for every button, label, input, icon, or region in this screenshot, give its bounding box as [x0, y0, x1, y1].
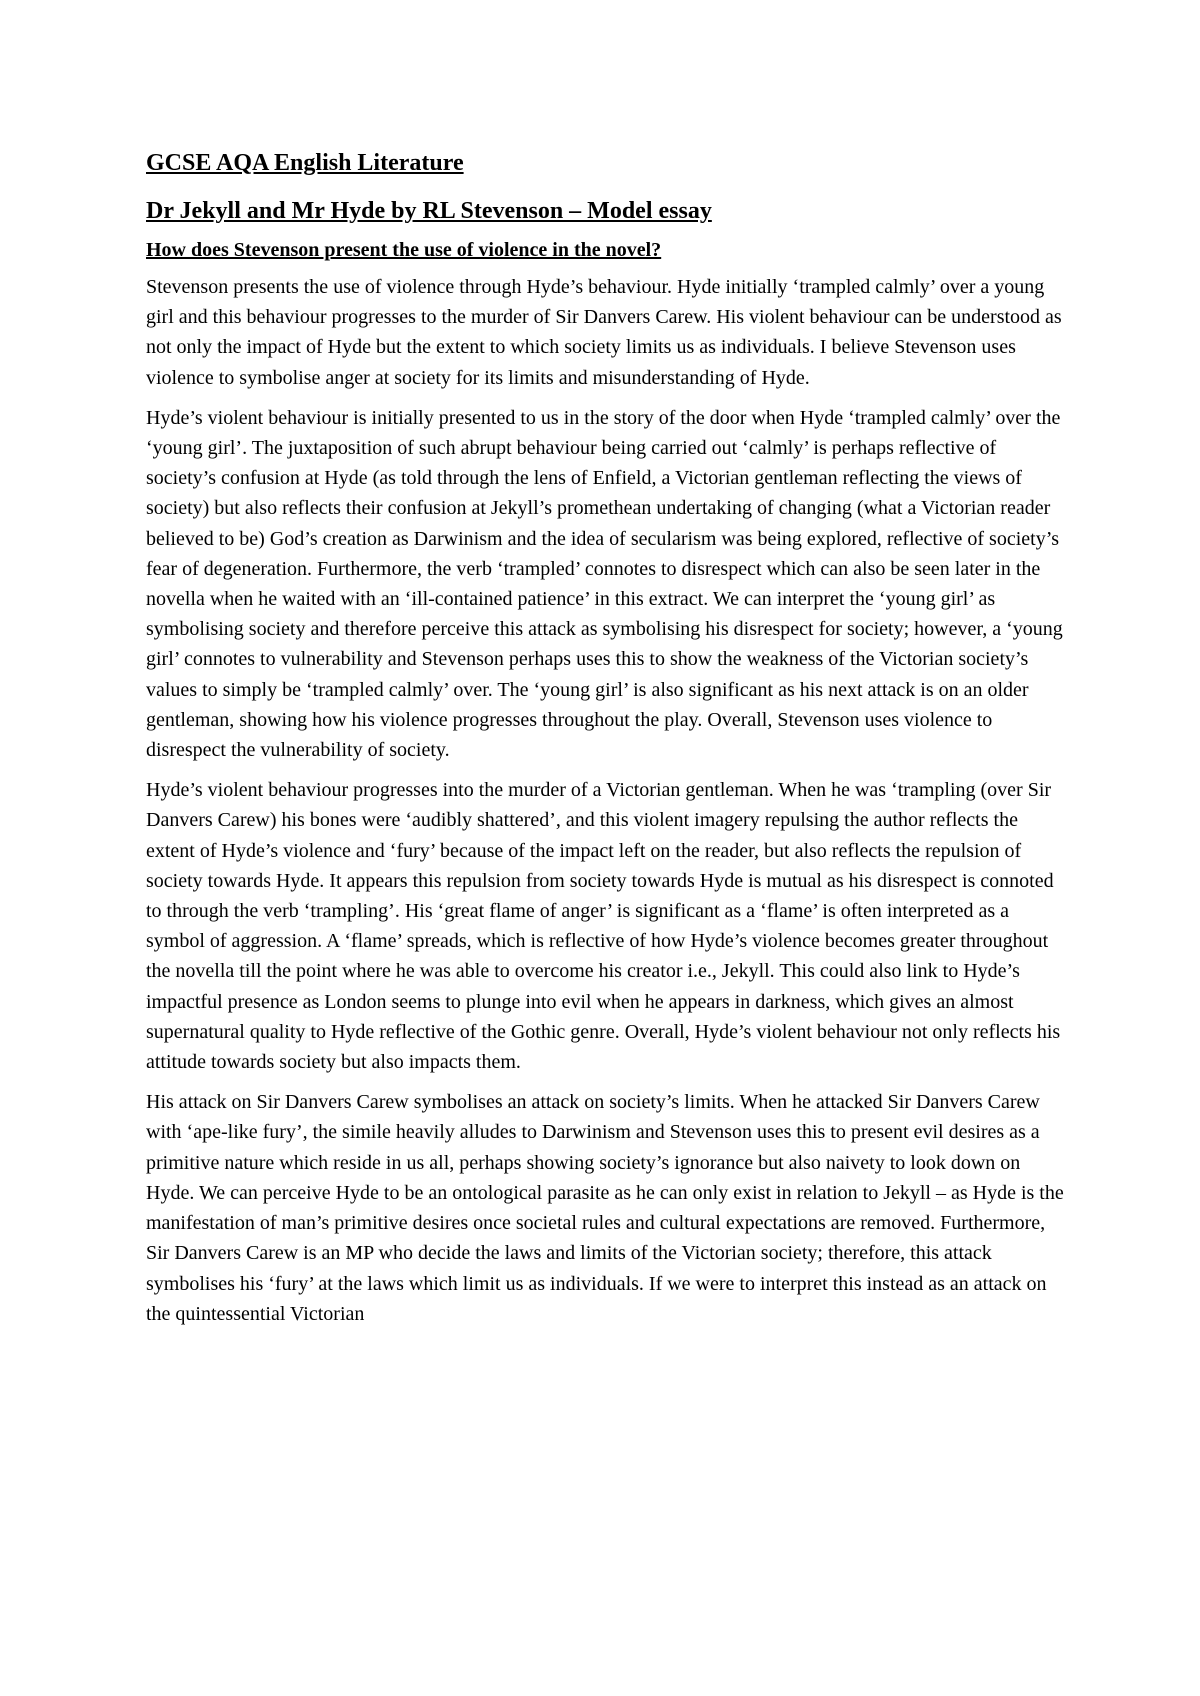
paragraph-1: Stevenson presents the use of violence through Hyde’s behaviour. Hyde initially ‘trampled calmly’ over a young girl and this behaviour progresses to the murder of Sir Danvers Carew. His violent behaviour can be understood as not only the impact of Hyde but the extent to which society limits us as individuals. I believe Stevenson uses violence to symbolise anger at society for its limits and misunderstanding of Hyde. — [146, 276, 1062, 389]
paragraph-2: Hyde’s violent behaviour is initially presented to us in the story of the door when Hyde ‘trampled calmly’ over the ‘young girl’. The juxtaposition of such abrupt behaviour being carried out ‘calmly’ is perhaps reflective of society’s confusion at Hyde (as told through the lens of Enfield, a Victorian gentleman reflecting the views of society) but also reflects their confusion at Jekyll’s promethean undertaking of changing (what a Victorian reader believed to be) God’s creation as Darwinism and the idea of secularism was being explored, reflective of society’s fear of degeneration. Furthermore, the verb ‘trampled’ connotes to disrespect which can also be seen later in the novella when he waited with an ‘ill-contained patience’ in this extract. We can interpret the ‘young girl’ as symbolising society and therefore perceive this attack as symbolising his disrespect for society; however, a ‘young girl’ connotes to vulnerability and Stevenson perhaps uses this to show the weakness of the Victorian society’s values to simply be ‘trampled calmly’ over. The ‘young girl’ is also significant as his next attack is on an older gentleman, showing how his violence progresses throughout the play. Overall, Stevenson uses violence to disrespect the vulnerability of society. — [146, 406, 1063, 762]
paragraph-4: His attack on Sir Danvers Carew symbolises an attack on society’s limits. When he attacked Sir Danvers Carew with ‘ape-like fury’, the simile heavily alludes to Darwinism and Stevenson uses this to present evil desires as a primitive nature which reside in us all, perhaps showing society’s ignorance but also naivety to look down on Hyde. We can perceive Hyde to be an ontological parasite as he can only exist in relation to Jekyll – as Hyde is the manifestation of man’s primitive desires once societal rules and cultural expectations are removed. Furthermore, Sir Danvers Carew is an MP who decide the laws and limits of the Victorian society; therefore, this attack symbolises his ‘fury’ at the laws which limit us as individuals. If we were to interpret this instead as an attack on the quintessential Victorian — [146, 1091, 1064, 1325]
paragraph-3: Hyde’s violent behaviour progresses into the murder of a Victorian gentleman. When he was ‘trampling (over Sir Danvers Carew) his bones were ‘audibly shattered’, and this violent imagery repulsing the author reflects the extent of Hyde’s violence and ‘fury’ because of the impact left on the reader, but also reflects the repulsion of society towards Hyde. It appears this repulsion from society towards Hyde is mutual as his disrespect is connoted to through the verb ‘trampling’. His ‘great flame of anger’ is significant as a ‘flame’ is often interpreted as a symbol of aggression. A ‘flame’ spreads, which is reflective of how Hyde’s violence becomes greater throughout the novella till the point where he was able to overcome his creator i.e., Jekyll. This could also link to Hyde’s impactful presence as London seems to plunge into evil when he appears in darkness, which gives an almost supernatural quality to Hyde reflective of the Gothic genre. Overall, Hyde’s violent behaviour not only reflects his attitude towards society but also impacts them. — [146, 779, 1061, 1074]
document-title: GCSE AQA English Literature — [146, 150, 464, 176]
document-subtitle: Dr Jekyll and Mr Hyde by RL Stevenson – Model essay — [146, 198, 712, 224]
essay-question: How does Stevenson present the use of violence in the novel? — [146, 239, 662, 261]
document-page — [146, 146, 1071, 1339]
